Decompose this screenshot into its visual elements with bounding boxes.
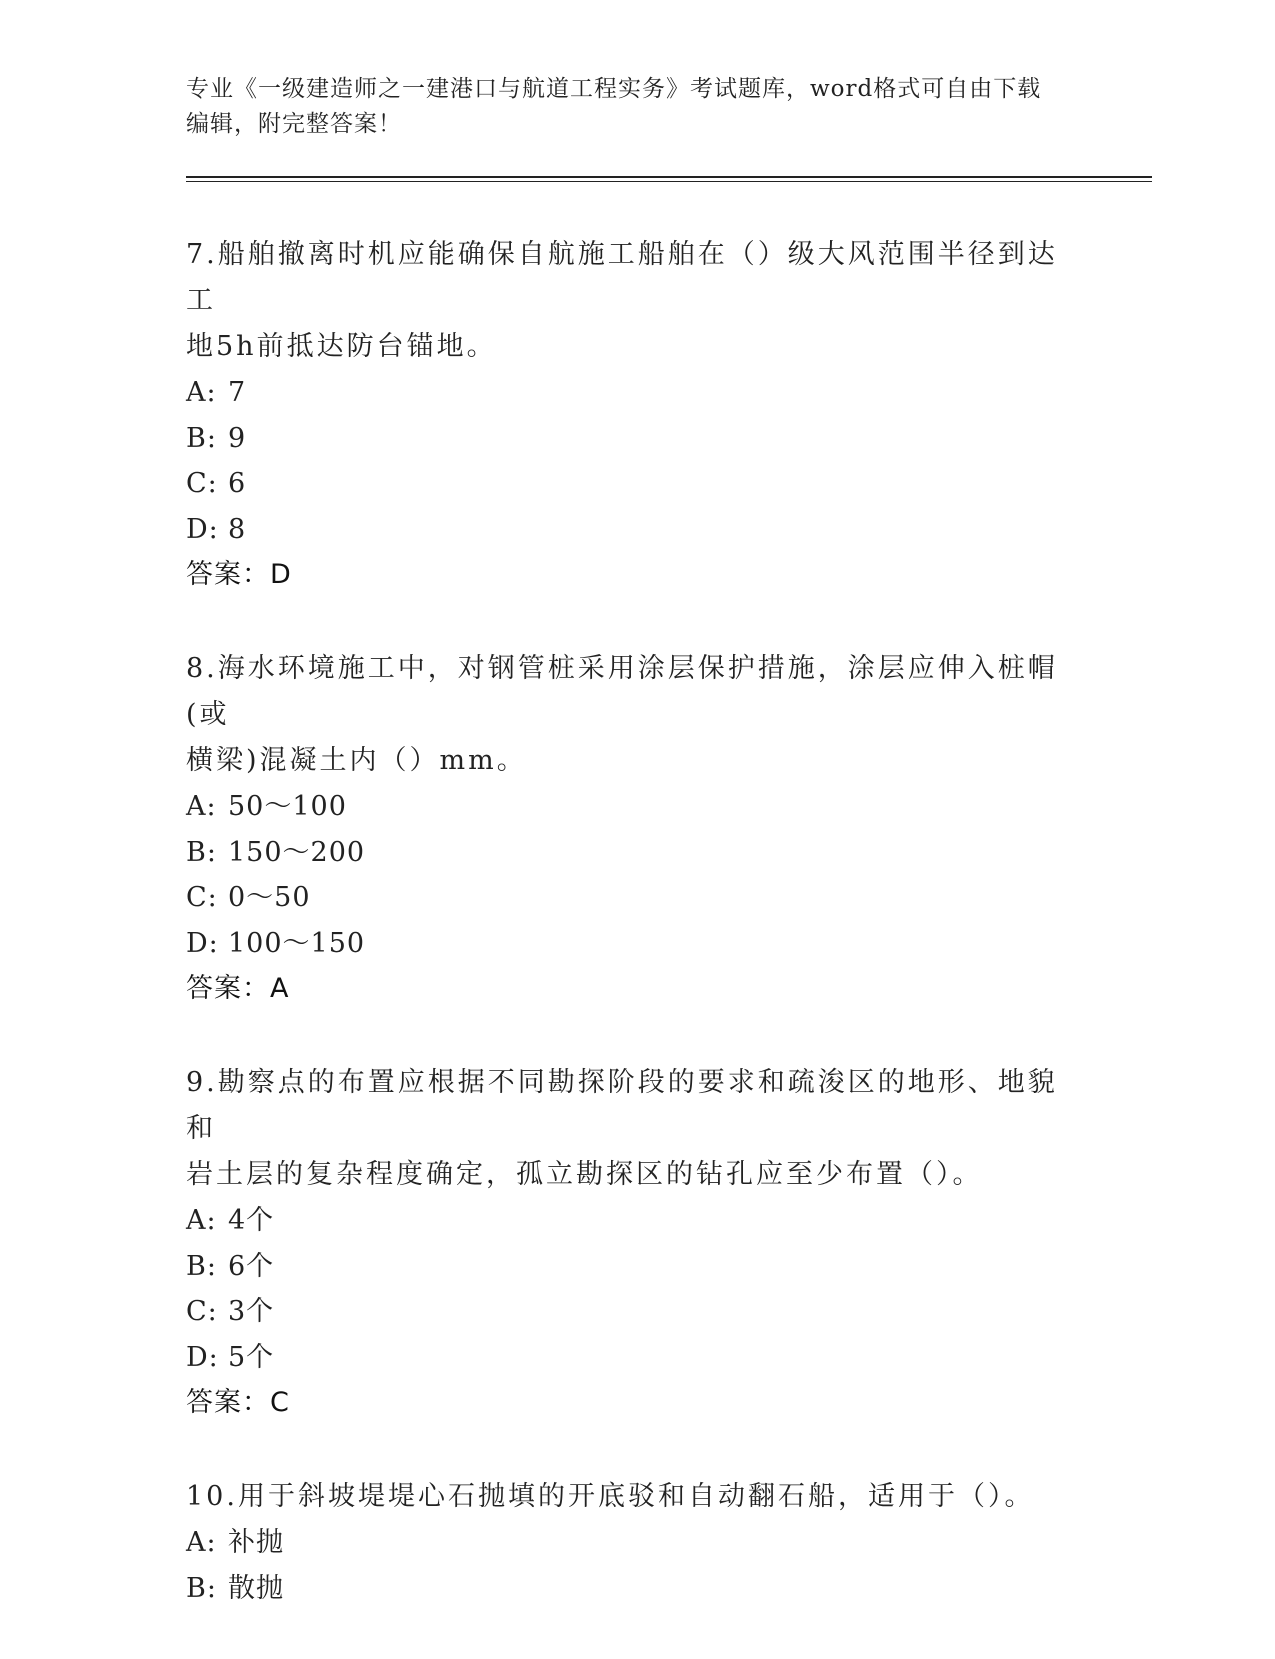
- option-value: 150～200: [228, 836, 366, 868]
- answer-line: [186, 552, 1086, 598]
- question-8: [186, 646, 1086, 1012]
- question-list: [186, 232, 1086, 1659]
- option-a: [186, 1520, 1086, 1566]
- option-value: 6个: [228, 1250, 275, 1282]
- option-key: C:: [186, 1296, 218, 1327]
- option-value: 50～100: [228, 791, 347, 822]
- question-7: [186, 232, 1086, 598]
- answer-line: [186, 966, 1086, 1012]
- option-d: [186, 1335, 1086, 1381]
- question-text: 9.勘察点的布置应根据不同勘探阶段的要求和疏浚区的地形、地貌和: [186, 1067, 1058, 1144]
- option-key: B:: [186, 836, 217, 868]
- option-a: [186, 370, 1086, 416]
- option-key: A:: [186, 791, 217, 822]
- question-text-continued: 横梁)混凝土内（）mm。: [186, 745, 527, 776]
- document-header: [186, 72, 1066, 142]
- header-divider: [186, 176, 1152, 178]
- option-key: C:: [186, 468, 218, 499]
- option-key: A:: [186, 1205, 217, 1236]
- option-value: 4个: [228, 1205, 275, 1236]
- question-text: 7.船舶撤离时机应能确保自航施工船舶在（）级大风范围半径到达工: [186, 239, 1058, 316]
- question-text: 8.海水环境施工中，对钢管桩采用涂层保护措施，涂层应伸入桩帽(或: [186, 653, 1058, 730]
- answer-value: D: [270, 559, 292, 590]
- answer-value: C: [270, 1387, 290, 1418]
- option-b: [186, 1244, 1086, 1290]
- option-value: 3个: [228, 1296, 275, 1327]
- option-key: D:: [186, 1341, 219, 1373]
- question-9: [186, 1060, 1086, 1426]
- option-value: 8: [228, 513, 247, 545]
- question-text-continued: 地5h前抵达防台锚地。: [186, 331, 497, 362]
- header-line-2: 编辑，附完整答案！: [186, 111, 402, 137]
- option-value: 散抛: [228, 1572, 284, 1604]
- option-a: [186, 1198, 1086, 1244]
- option-value: 补抛: [228, 1527, 284, 1558]
- option-c: [186, 875, 1086, 921]
- option-a: [186, 784, 1086, 830]
- answer-label: 答案：: [186, 559, 270, 590]
- option-value: 6: [228, 468, 247, 499]
- option-value: 5个: [228, 1341, 275, 1373]
- option-key: B:: [186, 1250, 217, 1282]
- option-c: [186, 461, 1086, 507]
- option-d: [186, 507, 1086, 553]
- option-key: A:: [186, 377, 217, 408]
- question-text-continued: 岩土层的复杂程度确定，孤立勘探区的钻孔应至少布置（）。: [186, 1159, 983, 1190]
- option-key: D:: [186, 513, 219, 545]
- question-text: 10.用于斜坡堤堤心石抛填的开底驳和自动翻石船，适用于（）。: [186, 1481, 1035, 1512]
- option-value: 9: [228, 422, 247, 454]
- option-value: 7: [228, 377, 247, 408]
- option-d: [186, 921, 1086, 967]
- answer-value: A: [270, 973, 290, 1004]
- option-key: B:: [186, 1572, 217, 1604]
- option-key: B:: [186, 422, 217, 454]
- option-b: [186, 1566, 1086, 1612]
- question-10: [186, 1474, 1086, 1611]
- header-divider-thin: [186, 181, 1152, 182]
- option-key: A:: [186, 1527, 217, 1558]
- option-b: [186, 830, 1086, 876]
- option-c: [186, 1289, 1086, 1335]
- option-value: 0～50: [228, 882, 311, 913]
- option-key: C:: [186, 882, 218, 913]
- answer-label: 答案：: [186, 973, 270, 1004]
- answer-label: 答案：: [186, 1387, 270, 1418]
- answer-line: [186, 1380, 1086, 1426]
- header-line-1: 专业《一级建造师之一建港口与航道工程实务》考试题库，word格式可自由下载: [186, 76, 1042, 102]
- option-value: 100～150: [228, 927, 366, 959]
- option-b: [186, 416, 1086, 462]
- option-key: D:: [186, 927, 219, 959]
